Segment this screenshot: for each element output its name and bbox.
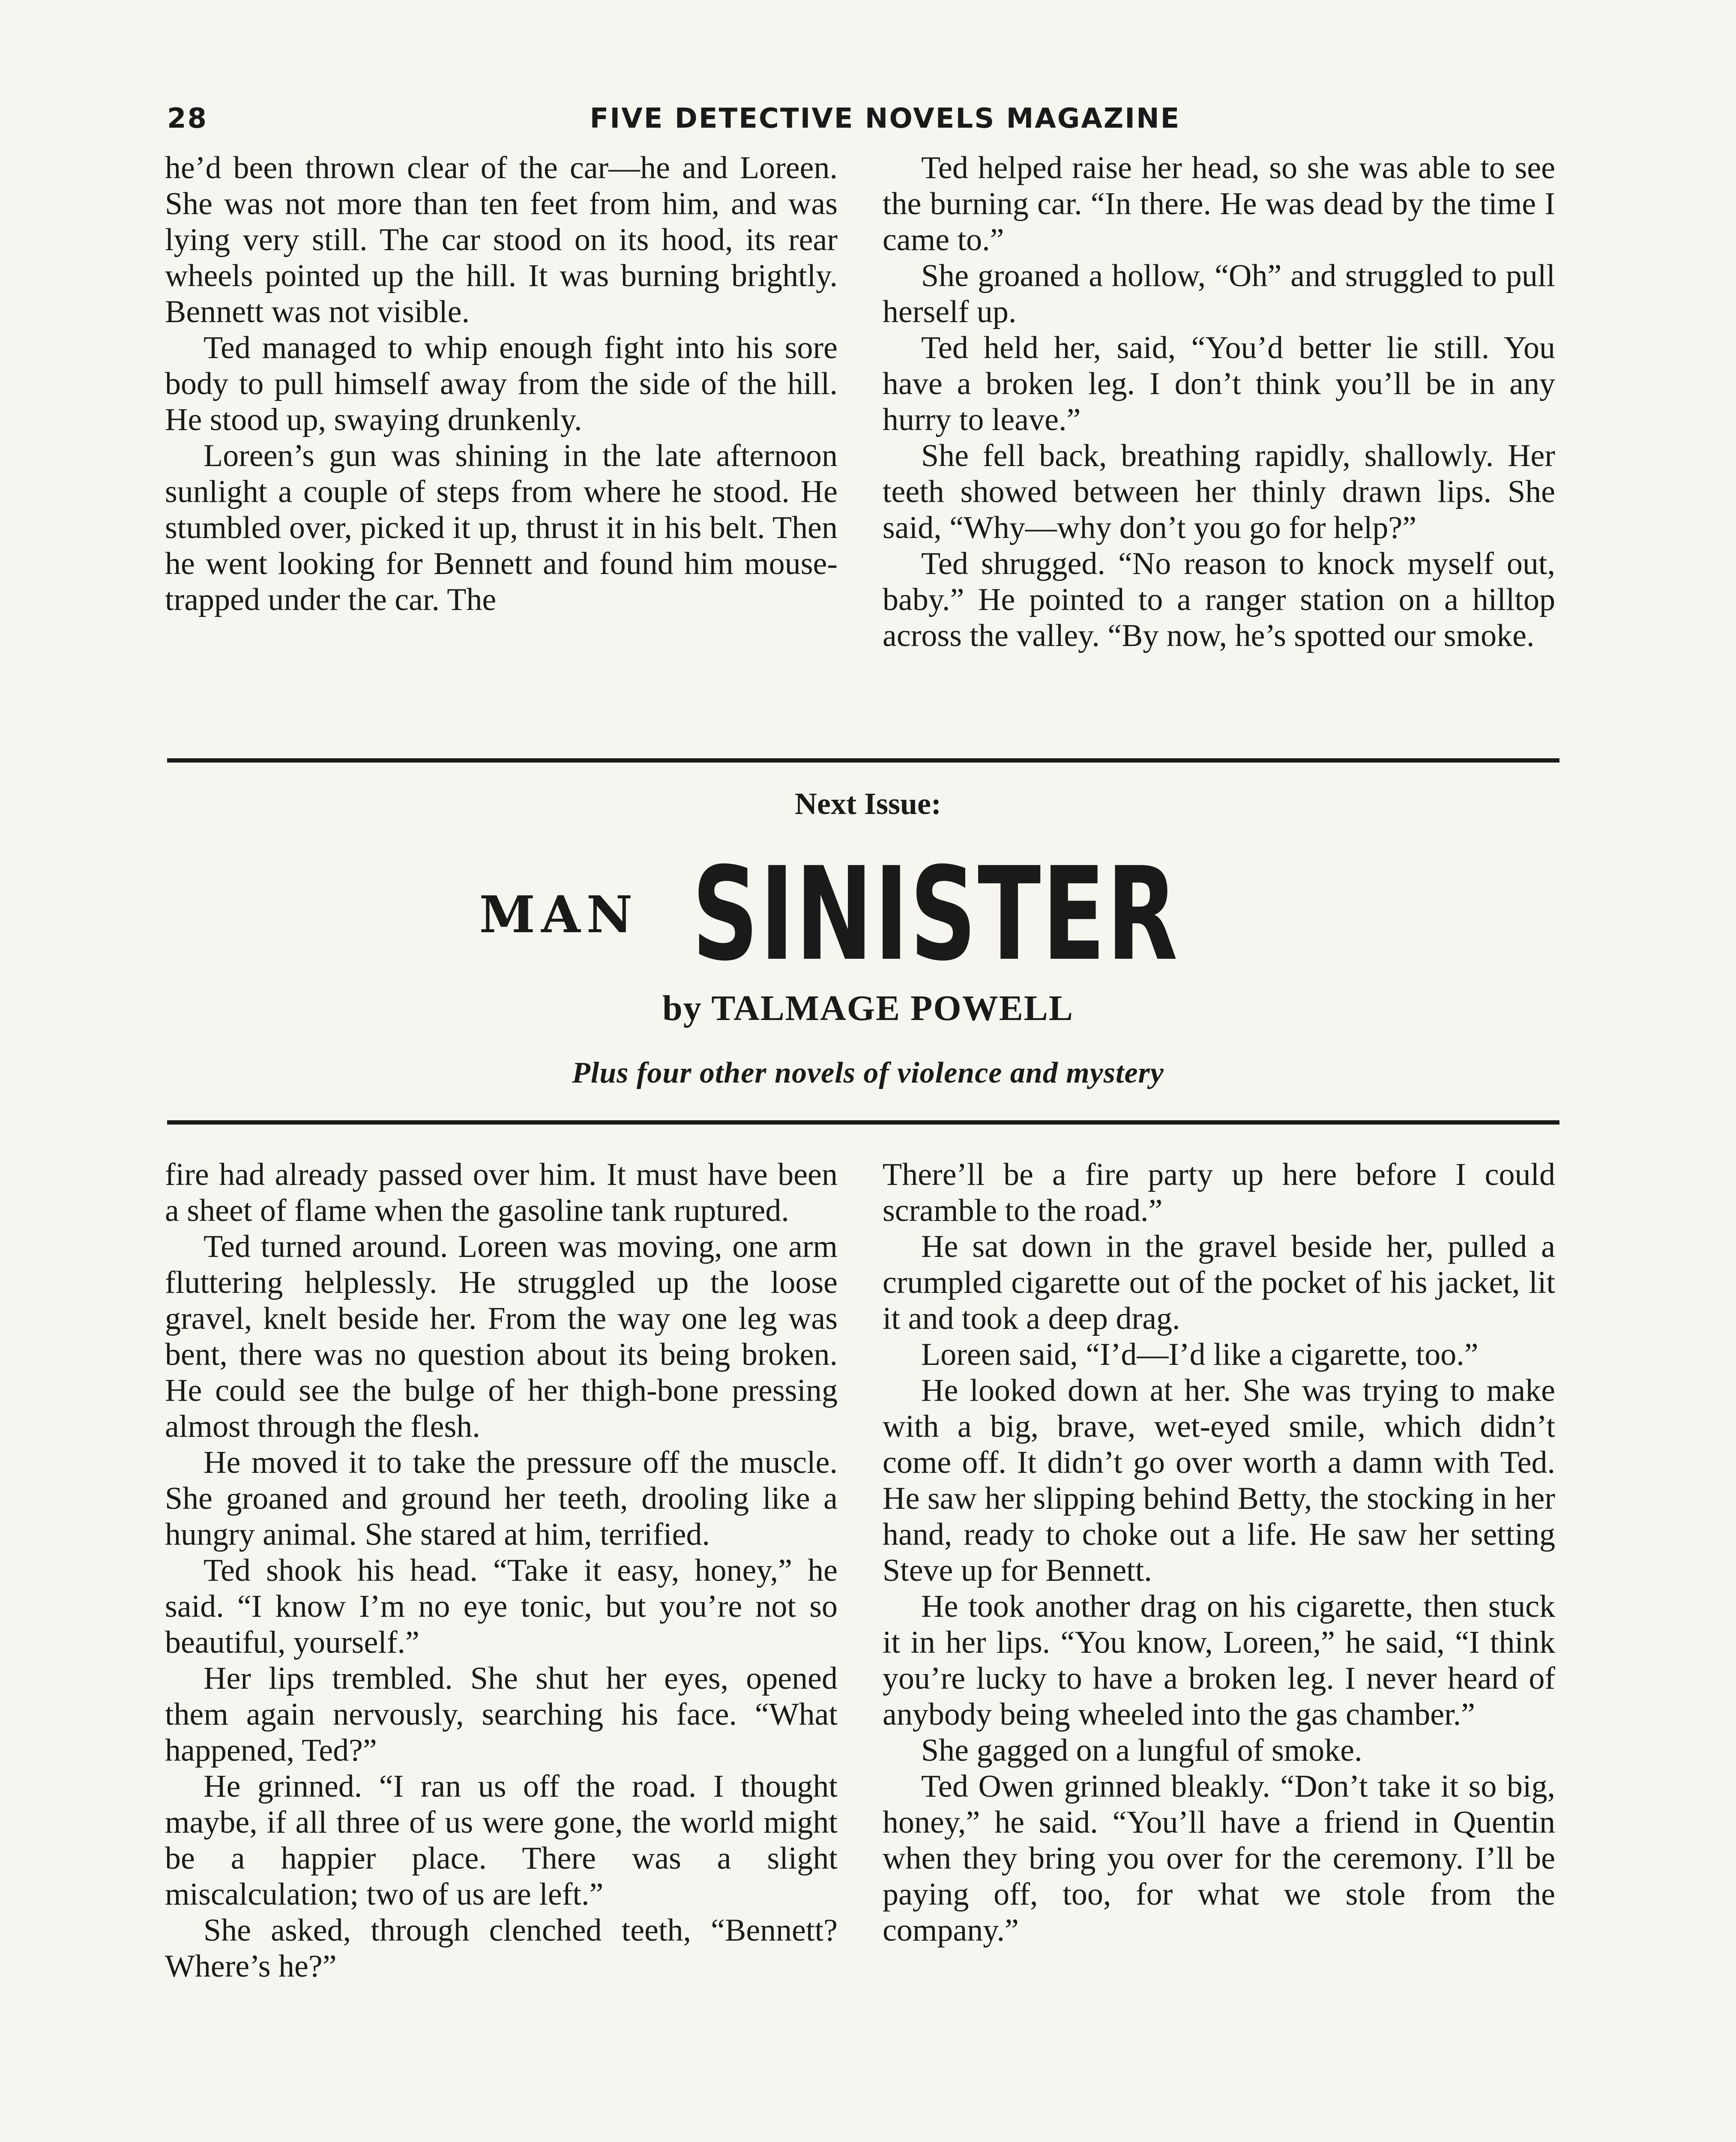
paragraph: She asked, through clenched teeth, “Bennett? Where’s he?” (165, 1913, 838, 1984)
tagline: Plus four other novels of violence and mystery (572, 1056, 1164, 1089)
paragraph: Ted helped raise her head, so she was able to see the burning car. “In there. He was dead by the time I came to.” (883, 150, 1555, 257)
magazine-title: FIVE DETECTIVE NOVELS MAGAZINE (590, 103, 1181, 135)
paragraph: She gagged on a lungful of smoke. (921, 1733, 1362, 1768)
next-issue-title (0, 840, 1736, 989)
story-column-bottom-left (165, 1157, 838, 1984)
paragraph: he’d been thrown clear of the car—he and Loreen. She was not more than ten feet from him, and was lying very still. The car stood on its hood, its rear wheels pointed up the hill. It was burning brightly. Bennett was not visible. (165, 150, 838, 329)
byline: by TALMAGE POWELL (662, 988, 1074, 1028)
paragraph: She groaned a hollow, “Oh” and struggled to pull herself up. (883, 258, 1555, 329)
paragraph: Ted Owen grinned bleakly. “Don’t take it so big, honey,” he said. “You’ll have a friend in Quentin when they bring you over for the ceremony. I’ll be paying off, too, for what we stole from the company.” (883, 1769, 1555, 1948)
page-number: 28 (167, 103, 208, 135)
paragraph: He looked down at her. She was trying to make with a big, brave, wet-eyed smile, which didn’t come off. It didn’t go over worth a damn with Ted. He saw her slipping behind Betty, the stocking in her hand, ready to choke out a life. He saw her setting Steve up for Bennett. (883, 1373, 1555, 1588)
story-column-top-left (165, 150, 838, 618)
paragraph: Loreen’s gun was shining in the late afternoon sunlight a couple of steps from where he stood. He stumbled over, picked it up, thrust it in his belt. Then he went looking for Bennett and found him mouse-trapped under the car. The (165, 438, 838, 617)
paragraph: He sat down in the gravel beside her, pulled a crumpled cigarette out of the pocket of his jacket, lit it and took a deep drag. (883, 1229, 1555, 1336)
divider-rule (167, 758, 1559, 763)
story-column-top-right (883, 150, 1555, 654)
paragraph: There’ll be a fire party up here before I could scramble to the road.” (883, 1157, 1555, 1228)
title-man: MAN (479, 885, 639, 944)
paragraph: fire had already passed over him. It must have been a sheet of flame when the gasoline tank ruptured. (165, 1157, 838, 1228)
paragraph: He grinned. “I ran us off the road. I thought maybe, if all three of us were gone, the world might be a happier place. There was a slight miscalculation; two of us are left.” (165, 1769, 838, 1912)
divider-rule (167, 1120, 1559, 1125)
story-column-bottom-right (883, 1157, 1555, 1948)
paragraph: Ted turned around. Loreen was moving, one arm fluttering helplessly. He struggled up the loose gravel, knelt beside her. From the way one leg was bent, there was no question about its being broken. He could see the bulge of her thigh-bone pressing almost through the flesh. (165, 1229, 838, 1444)
paragraph: Ted shrugged. “No reason to knock myself out, baby.” He pointed to a ranger station on a hilltop across the valley. “By now, he’s spotted our smoke. (883, 546, 1555, 653)
next-issue-label: Next Issue: (795, 787, 941, 821)
paragraph: He moved it to take the pressure off the muscle. She groaned and ground her teeth, drooling like a hungry animal. She stared at him, terrified. (165, 1445, 838, 1552)
paragraph: He took another drag on his cigarette, then stuck it in her lips. “You know, Loreen,” he said, “I think you’re lucky to have a broken leg. I never heard of anybody being wheeled into the gas chamber.” (883, 1589, 1555, 1732)
paragraph: Her lips trembled. She shut her eyes, opened them again nervously, searching his face. “What happened, Ted?” (165, 1661, 838, 1768)
paragraph: Ted shook his head. “Take it easy, honey,” he said. “I know I’m no eye tonic, but you’re not so beautiful, yourself.” (165, 1553, 838, 1660)
paragraph: Ted held her, said, “You’d better lie still. You have a broken leg. I don’t think you’ll be in any hurry to leave.” (883, 330, 1555, 437)
paragraph: Loreen said, “I’d—I’d like a cigarette, too.” (921, 1337, 1479, 1372)
paragraph: Ted managed to whip enough fight into his sore body to pull himself away from the side of the hill. He stood up, swaying drunkenly. (165, 330, 838, 437)
paragraph: She fell back, breathing rapidly, shallowly. Her teeth showed between her thinly drawn lips. She said, “Why—why don’t you go for help?” (883, 438, 1555, 545)
title-sinister: SINISTER (691, 840, 1179, 989)
